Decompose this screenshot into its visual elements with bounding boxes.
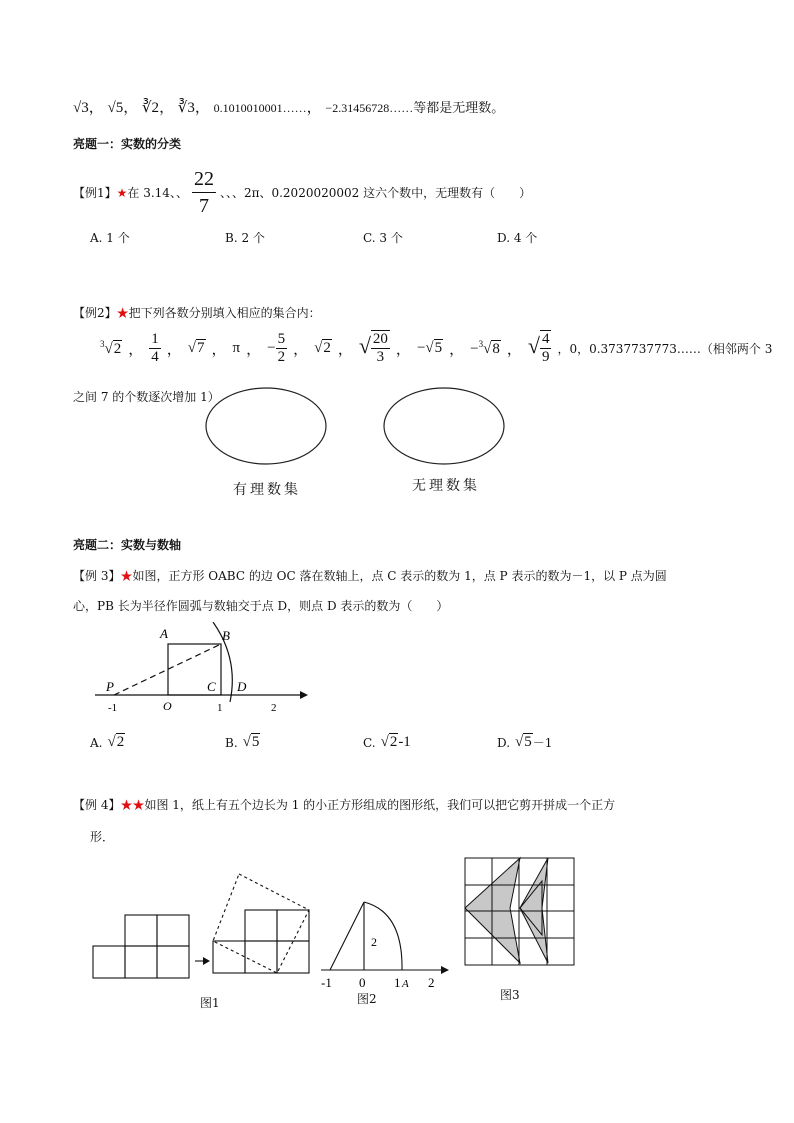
irrational-set-ellipse	[384, 388, 504, 464]
option-tail: -1	[398, 734, 411, 750]
fig2-caption: 图2	[357, 992, 377, 1006]
ex1-option-c: C. 3 个	[363, 231, 403, 245]
intro-item: ∛2	[142, 100, 160, 116]
ex2-num: √ $\frac{20}{3}$	[358, 331, 388, 365]
star-icon: ★	[116, 306, 129, 320]
ex2-tail: ，0，0.3737737773……（相邻两个 3	[557, 341, 773, 356]
ex1-frac-num: 22	[192, 166, 216, 193]
ex3-figure	[90, 622, 320, 714]
ex3-line1	[73, 567, 667, 584]
fig3-caption: 图3	[500, 988, 520, 1002]
label-d: D	[237, 679, 247, 694]
tick-label: -1	[321, 975, 332, 990]
height-label: 2	[371, 935, 377, 949]
tick-label: 2	[428, 975, 435, 990]
option-value: √5	[515, 734, 532, 750]
ex4-text: 如图 1，纸上有五个边长为 1 的小正方形组成的图形纸，我们可以把它剪开拼成一个正方	[144, 798, 616, 812]
option-letter: C.	[363, 735, 376, 750]
ex4-figure3	[460, 853, 580, 971]
ex2-question	[73, 304, 321, 321]
ex2-text: 把下列各数分别填入相应的集合内：	[128, 306, 321, 320]
option-letter: B.	[225, 735, 238, 750]
option-letter: D.	[497, 735, 511, 750]
option-value: √2	[380, 734, 398, 750]
ex4-line1	[73, 796, 615, 813]
ex3-line2: 心，PB 长为半径作圆弧与数轴交于点 D，则点 D 表示的数为（ ）	[73, 599, 449, 613]
ex4-line2: 形．	[90, 830, 115, 844]
radicand: 5	[524, 734, 532, 750]
ex1-option-b: B. 2 个	[225, 231, 265, 245]
radicand: 5	[251, 734, 260, 750]
rational-set-label: 有理数集	[233, 482, 301, 498]
ex3-option-b	[225, 734, 260, 751]
intro-item: 0.1010010001……	[213, 101, 307, 115]
arrow-icon	[300, 691, 308, 699]
label-b: B	[222, 628, 230, 643]
ex2-num: − $\frac{5}{2}$	[267, 330, 286, 365]
star-icon: ★	[116, 185, 128, 200]
tick-label: 1	[217, 702, 223, 714]
ex2-num: √ $\frac{4}{9}$	[527, 331, 550, 365]
ex2-line3: 之间 7 的个数逐次增加 1）	[73, 390, 220, 404]
ex3-option-d	[497, 734, 552, 751]
tick-label: 2	[271, 702, 277, 714]
radicand: 2	[116, 734, 125, 750]
intro-item: √5	[107, 100, 124, 116]
ex2-tag: 【例2】	[73, 306, 117, 320]
fig1-caption: 图1	[200, 996, 220, 1010]
section1-title: 亮题一：实数的分类	[73, 137, 182, 151]
arrow-icon	[441, 966, 449, 974]
ex1-fraction	[192, 166, 216, 219]
ex1-tag: 【例1】	[73, 186, 117, 200]
tick-label: 0	[359, 975, 366, 990]
tick-label: -1	[108, 702, 118, 714]
option-value: √5	[242, 734, 260, 750]
tick-label: 1	[394, 975, 401, 990]
label-c: C	[207, 679, 216, 694]
intro-line: √3， √5， ∛2， ∛3， 0.1010010001……， −2.31456728……等都是无理数。	[73, 100, 505, 116]
star-icon: ★	[120, 569, 133, 583]
ex1-option-d: D. 4 个	[497, 231, 538, 245]
ex4-figure2	[316, 895, 456, 990]
dashed-square	[213, 874, 309, 973]
ex1-pre: 在 3.14、、	[127, 186, 188, 200]
set-ellipses	[200, 384, 520, 474]
ex4-figure1	[90, 870, 320, 985]
ex1-option-a: A. 1 个	[90, 231, 130, 245]
ex2-num: √2	[314, 339, 331, 356]
ex3-option-c	[363, 734, 411, 751]
label-a: A	[402, 978, 409, 990]
ex2-num: −$^3$√8	[470, 338, 500, 357]
star-icon: ★★	[120, 798, 145, 812]
ex3-text: 如图，正方形 OABC 的边 OC 落在数轴上，点 C 表示的数为 1，点 P 表示的数为－1，以 P 点为圆	[132, 569, 667, 583]
ex2-num: −√5	[416, 339, 443, 356]
arrow-icon	[203, 957, 210, 965]
option-letter: A.	[90, 735, 103, 750]
ex1-question	[73, 166, 531, 219]
radicand: 2	[389, 734, 398, 750]
arc	[364, 902, 402, 970]
irrational-set-label: 无理数集	[412, 478, 480, 494]
ex3-tag: 【例 3】	[73, 569, 121, 583]
intro-item: ∛3	[177, 100, 195, 116]
section2-title: 亮题二：实数与数轴	[73, 538, 182, 552]
label-a: A	[160, 626, 168, 641]
label-o: O	[163, 699, 172, 713]
ex2-number-list: $^3$√2 ， $\frac{1}{4}$ ， √7 ， π ， − $\frac{5}{2}$ ， √2 ， √ $\frac{20}{3}$ ， −√5 ， −$^3$√8 ， √ $\frac{4}{9}$ ，0，0.3737737773……（相邻两个 3	[100, 330, 773, 365]
ex4-tag: 【例 4】	[73, 798, 121, 812]
ex1-post: 、、、2π、0.2020020002 这六个数中，无理数有（ ）	[219, 186, 532, 200]
intro-item: −2.31456728……	[325, 101, 414, 115]
ex2-num: √7	[187, 339, 205, 356]
ex2-num: $\frac{1}{4}$	[151, 330, 159, 365]
label-p: P	[106, 679, 114, 694]
rational-set-ellipse	[206, 388, 326, 464]
intro-suffix: 等都是无理数。	[413, 101, 505, 116]
intro-item: √3	[73, 100, 89, 116]
option-value: √2	[107, 734, 125, 750]
ex3-option-a	[90, 734, 125, 751]
option-tail: －1	[532, 736, 553, 750]
ex1-frac-den: 7	[198, 195, 209, 217]
ex2-num: π	[232, 339, 241, 356]
ex2-num: $^3$√2	[100, 338, 122, 357]
